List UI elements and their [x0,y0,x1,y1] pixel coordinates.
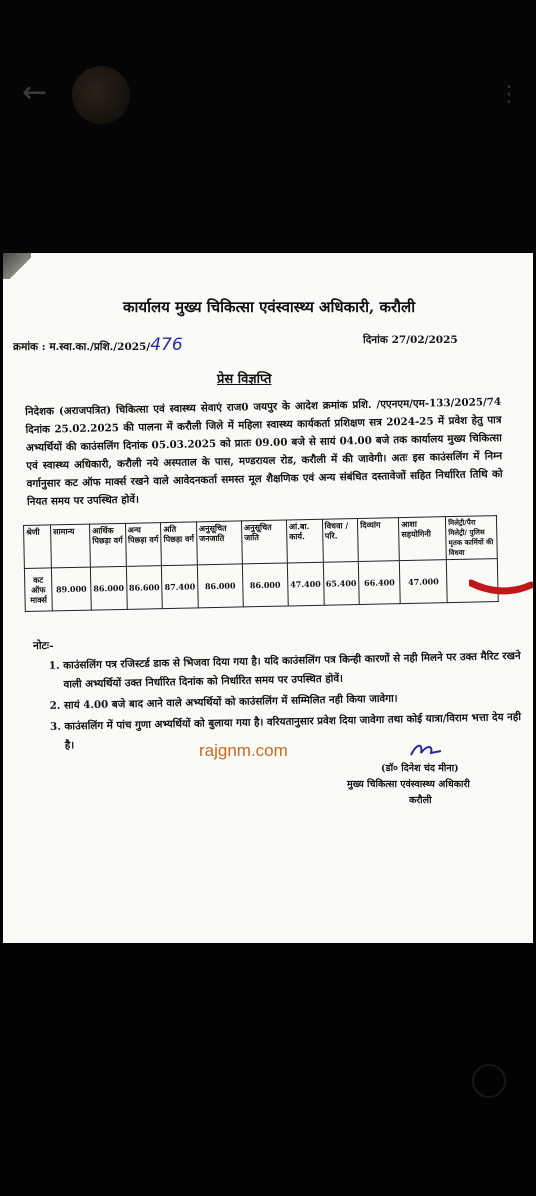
signatory-place: करौली [409,795,432,806]
table-header-cell: आर्थिक पिछड़ा वर्ग [89,523,126,567]
reference-line [13,335,183,355]
table-cell: 86.000 [197,564,243,608]
note-item: 2. सायं 4.00 बजे बाद आने वाले अभ्यर्थियों को काउंसलिंग में सम्मिलित नही किया जावेगा। [64,687,524,716]
table-header-cell: श्रेणी [24,525,52,569]
table-header-cell: आशा सहयोगिनी [399,517,447,561]
table-cell: 65.400 [323,561,360,605]
document-photo [3,253,533,943]
signatory-designation: मुख्य चिकित्सा एवंस्वास्थ्य अधिकारी [347,779,470,790]
table-header-cell: अति पिछड़ा वर्ग [161,522,198,566]
table-header-cell: अनुसूचित जाति [241,520,287,564]
table-cell: 86.600 [126,566,163,610]
table-cell: 86.000 [242,563,288,607]
date-value: 27/02/2025 [391,334,458,346]
note-item: 3. काउंसलिंग में पांच गुणा अभ्यर्थियों को बुलाया गया है। वरियतानुसार प्रवेश दिया जावेगा तथा कोई यात्रा/विराम भत्ता देय नही है। [64,708,525,756]
signatory-name: (डॉ० दिनेश चंद मीना) [381,763,459,774]
table-cell: 47.400 [287,562,324,606]
app-top-bar [0,0,536,252]
signature-scribble [409,741,443,761]
date-line [363,333,458,347]
reference-number: 476 [150,335,183,355]
date-label: दिनांक [363,334,388,346]
table-header-cell: आं.बा. कार्य. [286,519,323,563]
table-cell: कट ऑफ मार्क्स [24,568,52,612]
back-arrow-icon[interactable]: ← [22,75,48,110]
table-header-cell: अनुसूचित जनजाति [196,521,242,565]
watermark: rajgnm.com [199,741,288,760]
table-cell: 66.400 [358,561,400,605]
emoji-icon[interactable] [472,1064,506,1098]
table-header-cell: मिलेट्री/पैरा मिलेट्री/ पुलिस मृतक कार्मियों की विधवा [446,516,498,560]
table-row [24,559,498,612]
note-heading: नोटः- [33,640,54,652]
avatar[interactable] [72,66,130,124]
cutoff-table [23,515,499,612]
office-header: कार्यालय मुख्य चिकित्सा एवंस्वास्थ्य अधिकारी, करौली [123,298,416,316]
reference-label: क्रमांक : म.स्वा.का./प्रशि./2025/ [13,341,151,353]
app-bottom-bar [0,944,536,1196]
table-cell: 87.400 [162,565,199,609]
press-release-document [3,253,533,943]
table-cell: 89.000 [51,567,91,611]
table-cell: 47.000 [399,560,447,604]
red-marker-stroke [469,575,533,597]
table-header-cell: सामान्य [51,524,91,568]
table-header-cell: दिव्यांग [358,518,400,562]
body-paragraph: निदेशक (अराजपत्रित) चिकित्सा एवं स्वास्थ्य सेवाएं राज0 जयपुर के आदेश क्रमांक प्रशि. /एएनएम/एम-133/2025/74 दिनांक 25.02.2025 की पालना में करौली जिले में महिला स्वास्थ्य कार्यकर्ता प्रशिक्षण सत्र 2024-25 में प्रवेश हेतु पात्र अभ्यर्थियों की काउंसलिंग दिनांक 05.03.2025 को प्रातः 09.00 बजे से सायं 04.00 बजे तक कार्यालय मुख्य चिकित्सा एवं स्वास्थ्य अधिकारी, करौली नये अस्पताल के पास, मण्डरायल रोड, करौली में की जावेगी। अतः इस काउंसलिंग में निम्न वर्गानुसार कट ऑफ मार्क्स रखने वाले आवेदनकर्ता समस्त मूल शैक्षणिक एवं अन्य संबंधित दस्तावेजों सहित निर्धारित तिथि को नियत समय पर उपस्थित होवें। [25,396,503,508]
table-cell: 86.000 [90,566,127,610]
table-header-cell: विधवा /परि. [322,518,359,562]
more-options-icon[interactable]: ⋮ [498,82,520,107]
note-item: 1. काउंसलिंग पत्र रजिस्टर्ड डाक से भिजवा दिया गया है। यदि काउंसलिंग पत्र किन्ही कारणों से नही मिलने पर उक्त मैरिट रखने वाली अभ्यर्थियों उक्त निर्धारित दिनांक को निर्धारित समय पर उपस्थित होवें। [63,647,524,695]
document-title: प्रेस विज्ञप्ति [217,372,272,387]
table-header-cell: अन्य पिछड़ा वर्ग [125,523,162,567]
